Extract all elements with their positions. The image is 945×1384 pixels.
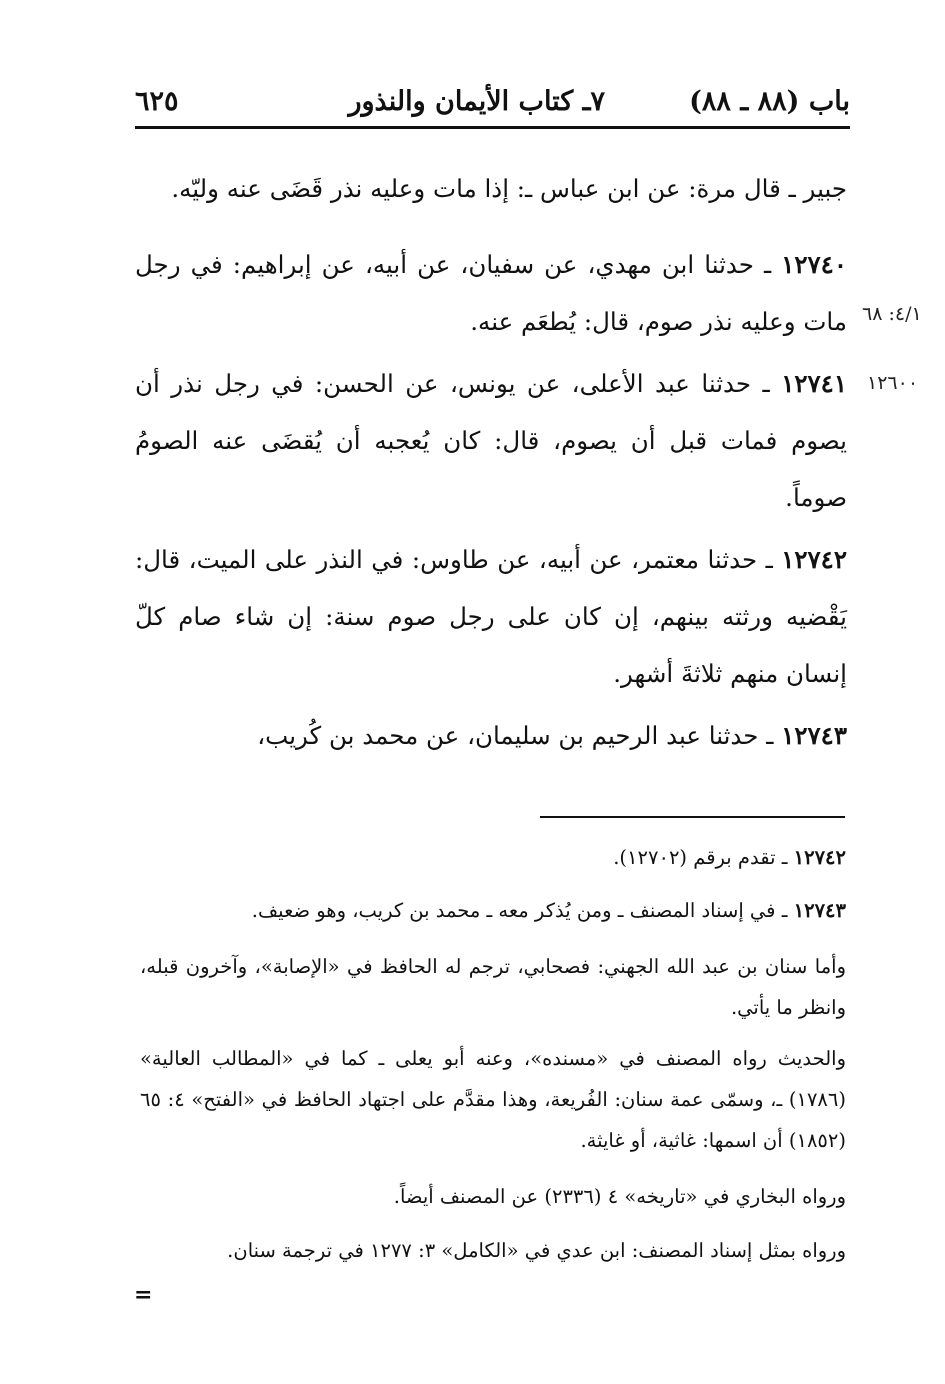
page-number: ٦٢٥ (135, 86, 179, 117)
footnote-divider (540, 816, 845, 818)
margin-reference: ٤/١: ٦٨ (862, 303, 922, 325)
footnote (140, 946, 846, 1028)
footnote-text: ـ تقدم برقم (١٢٧٠٢). (613, 846, 794, 869)
hadith-text: ـ حدثنا معتمر، عن أبيه، عن طاوس: في النذر على الميت، قال: يَقْضيه ورثته بينهم، إن كان على رجل صوم سنة: إن شاء صام كلّ إنسان منهم ثلاثةَ أشهر. (135, 545, 847, 688)
hadith-12743 (135, 707, 847, 764)
paragraph-continuation (135, 160, 847, 217)
hadith-12741 (135, 355, 847, 526)
margin-reference: ١٢٦٠٠ (867, 372, 919, 394)
running-header (135, 82, 850, 122)
footnote (140, 1230, 846, 1271)
hadith-text: ـ حدثنا ابن مهدي، عن سفيان، عن أبيه، عن إبراهيم: في رجل مات وعليه نذر صوم، قال: يُطعَم عنه. (135, 250, 847, 336)
footnote-text: والحديث رواه المصنف في «مسنده»، وعنه أبو يعلى ـ كما في «المطالب العالية» (١٧٨٦) ـ، وسمّى عمة سنان: الفُريعة، وهذا مقدَّم على اجتهاد الحافظ في «الفتح» ٤: ٦٥ (١٨٥٢) أن اسمها: غاثية، أو غايثة. (140, 1047, 846, 1152)
hadith-number: ١٢٧٤٢ (781, 545, 847, 574)
header-divider (135, 126, 850, 129)
footnote (140, 837, 846, 878)
hadith-number: ١٢٧٤٣ (781, 721, 847, 750)
hadith-12742 (135, 531, 847, 702)
continuation-mark: = (134, 1282, 153, 1308)
footnote-text: ورواه البخاري في «تاريخه» ٤ (٢٣٣٦) عن المصنف أيضاً. (393, 1185, 846, 1208)
footnote-text: ورواه بمثل إسناد المصنف: ابن عدي في «الكامل» ٣: ١٢٧٧ في ترجمة سنان. (227, 1239, 846, 1262)
hadith-12740 (135, 236, 847, 350)
footnote (140, 1038, 846, 1161)
hadith-text: ـ حدثنا عبد الأعلى، عن يونس، عن الحسن: في رجل نذر أن يصوم فمات قبل أن يصوم، قال: كان يُعجبه أن يُقضَى عنه الصومُ صوماً. (135, 369, 847, 512)
footnote-number: ١٢٧٤٢ (793, 846, 846, 869)
footnote (140, 1176, 846, 1217)
hadith-number: ١٢٧٤٠ (781, 250, 847, 279)
chapter-heading: باب (٨٨ ـ ٨٨) (689, 86, 850, 117)
footnote-text: ـ في إسناد المصنف ـ ومن يُذكر معه ـ محمد بن كريب، وهو ضعيف. (251, 899, 794, 922)
book-heading: ٧ـ كتاب الأيمان والنذور (348, 86, 605, 117)
hadith-text: ـ حدثنا عبد الرحيم بن سليمان، عن محمد بن كُريب، (257, 721, 782, 750)
footnote-number: ١٢٧٤٣ (793, 899, 846, 922)
footnote (140, 890, 846, 931)
hadith-number: ١٢٧٤١ (781, 369, 847, 398)
footnote-text: وأما سنان بن عبد الله الجهني: فصحابي، ترجم له الحافظ في «الإصابة»، وآخرون قبله، وانظر ما يأتي. (140, 955, 846, 1019)
paragraph-text: جبير ـ قال مرة: عن ابن عباس ـ: إذا مات وعليه نذر قَضَى عنه وليّه. (171, 174, 847, 203)
